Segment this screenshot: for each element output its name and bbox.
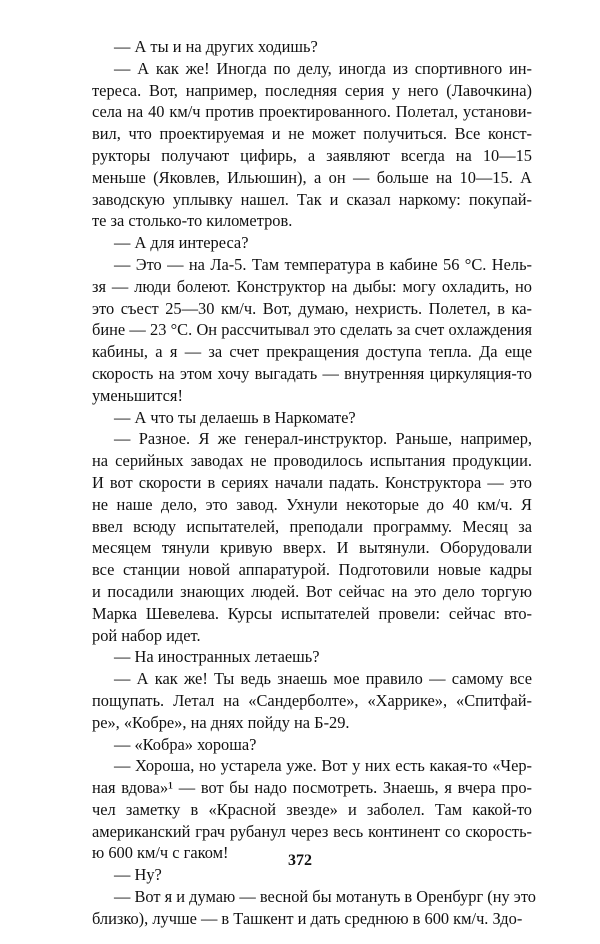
- text-line: ная вдова»¹ — вот бы надо посмотреть. Знаешь, я вчера про-: [92, 778, 532, 798]
- text-line: и посадили знающих людей. Вот сейчас на это дело торгую: [92, 581, 532, 601]
- text-line: — Вот я и думаю — весной бы мотануть в Оренбург (ну это: [114, 887, 536, 907]
- text-line: уменьшится!: [92, 385, 183, 405]
- text-line: не наше дело, это завод. Ухнули некоторые до 40 км/ч. Я: [92, 494, 532, 514]
- text-line: американский грач рубанул через весь континент со скорость-: [92, 821, 532, 841]
- text-line: месяцем тянули кривую вверх. И вытянули. Оборудовали: [92, 538, 532, 558]
- text-line: — Разное. Я же генерал-инструктор. Раньше, например,: [114, 429, 532, 449]
- text-line: вил, что проектируемая и не может получиться. Все конст-: [92, 124, 532, 144]
- text-line: — «Кобра» хороша?: [114, 734, 257, 754]
- text-line: — Хороша, но устарела уже. Вот у них есть какая-то «Чер-: [114, 756, 532, 776]
- paragraph: [92, 407, 532, 429]
- paragraph: [92, 886, 536, 930]
- text-line: — Ну?: [114, 865, 162, 885]
- text-line: — А для интереса?: [114, 233, 249, 253]
- text-line: те за столько-то километров.: [92, 211, 293, 231]
- text-line: И вот скорости в сериях начали падать. Конструктора — это: [92, 472, 532, 492]
- body-text: [92, 36, 536, 930]
- text-line: — А как же! Ты ведь знаешь мое правило — самому все: [114, 669, 532, 689]
- text-line: Марка Шевелева. Курсы испытателей провели: сейчас вто-: [92, 603, 532, 623]
- text-line: ре», «Кобре», на днях пойду на Б-29.: [92, 712, 350, 732]
- text-line: кабины, а я — за счет прекращения доступа тепла. Да еще: [92, 342, 532, 362]
- text-line: это съест 25—30 км/ч. Вот, думаю, нехристь. Полетел, в ка-: [92, 298, 532, 318]
- paragraph: [92, 646, 532, 668]
- paragraph: [92, 428, 532, 646]
- text-line: бине — 23 °С. Он рассчитывал это сделать за счет охлаждения: [92, 320, 532, 340]
- text-line: скорость на этом хочу выгадать — внутренняя циркуляция-то: [92, 363, 532, 383]
- text-line: ю 600 км/ч с гаком!: [92, 843, 229, 863]
- text-line: заводскую уплывку нашел. Так и сказал наркому: покупай-: [92, 189, 532, 209]
- text-line: пощупать. Летал на «Сандерболте», «Харрике», «Спитфай-: [92, 690, 532, 710]
- paragraph: [92, 58, 532, 232]
- paragraph: [92, 254, 532, 407]
- text-line: ввел всюду испытателей, преподали программу. Месяц за: [92, 516, 532, 536]
- text-line: — А ты и на других ходишь?: [114, 37, 318, 56]
- text-line: рукторы получают цифирь, а заявляют всегда на 10—15: [92, 145, 532, 165]
- text-line: — Это — на Ла-5. Там температура в кабине 56 °С. Нель-: [114, 254, 532, 274]
- text-line: села на 40 км/ч против проектированного. Полетал, установи-: [92, 102, 532, 122]
- text-line: зя — люди болеют. Конструктор на дыбы: могу охладить, но: [92, 276, 532, 296]
- paragraph: [92, 668, 532, 733]
- text-line: меньше (Яковлев, Ильюшин), а он — больше на 10—15. А: [92, 167, 532, 187]
- paragraph: [92, 232, 532, 254]
- text-line: — На иностранных летаешь?: [114, 647, 320, 667]
- paragraph: [92, 755, 532, 864]
- text-line: тереса. Вот, например, последняя серия у него (Лавочкина): [92, 80, 532, 100]
- paragraph: [92, 36, 532, 58]
- paragraph: [92, 734, 532, 756]
- text-line: чел заметку в «Красной звезде» и заболел. Там какой-то: [92, 799, 532, 819]
- text-line: — А как же! Иногда по делу, иногда из спортивного ин-: [114, 58, 532, 78]
- page-number: 372: [288, 852, 312, 869]
- text-line: близко), лучше — в Ташкент и дать среднюю в 600 км/ч. Здо-: [92, 908, 523, 928]
- text-line: на серийных заводах не проводилось испытания продукции.: [92, 451, 532, 471]
- text-line: все станции новой аппаратурой. Подготовили новые кадры: [92, 560, 532, 580]
- text-line: рой набор идет.: [92, 625, 201, 645]
- text-line: — А что ты делаешь в Наркомате?: [114, 407, 356, 427]
